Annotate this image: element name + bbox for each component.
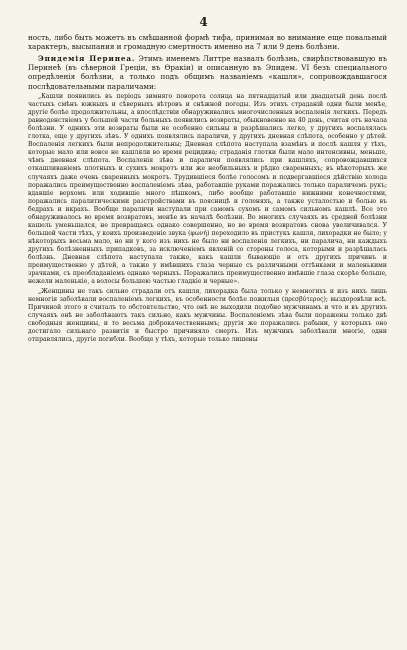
quote-paragraph-2: „Женщины не такъ сильно страдали отъ кашля, лихорадка была только у немногихъ и изъ нихъ лишь немногія заболѣвали воспаленіемъ легкихъ, въ особенности болѣе пожилыя (πρεσβύτερος); выздоровѣли всѣ. Причиной этого я считалъ то обстоятельство, что онѣ не выходили подобно мужчинамъ и что и въ другихъ случаяхъ онѣ не заболѣваютъ такъ сильно, какъ мужчины. Воспаленіемъ зѣва были поражены только двѣ свободныя женщины, и то весьма доброкачественнымъ; другія же поражались рабыни, у которыхъ оно достигало сильнаго развитія и быстро причиняло смерть. Изъ мужчинъ заболѣвали многіе, одни отправлялись, другіе погибли. Вообще у тѣхъ, которые только лишены [28,288,387,344]
section-title: Эпидемія Перинеа. [38,53,136,63]
quote-paragraph-1: „Кашли появились въ періодъ зимняго поворота солнца на пятнадцатый или двадцатый день послѣ частыхъ смѣнъ южныхъ и сѣверныхъ вѣтровъ и снѣжной погоды. Изъ этихъ страданій одни были менѣе, другіе болѣе продолжительны, а впослѣдствіи обнаруживались многочисленныя воспаленія легкихъ. Передъ равноденствіемъ у большей части больныхъ появились возвраты, обыкновенно на 40 день, считая отъ начала болѣзни. У однихъ эти возвраты были не особенно сильны и разрѣшались легко, у другихъ воспалялась глотка, еще у другихъ зѣвъ. У однихъ появлялись параличи, у другихъ дневная слѣпота, особенно у дѣтей. Воспаленія легкихъ были непродолжительны; Дневная слѣпота наступала взамѣнъ и послѣ кашля у тѣхъ, которые мало или вовсе не кашляли во время рецидива; страданія глотки были мало интенсивны, меньше, чѣмъ дневная слѣпота. Воспаленія зѣва и параличи появлялись при кашляхъ, сопровождавшихся откашливаніемъ плотныхъ и сухихъ мокротъ или же необильныхъ и рѣдко сваренныхъ; въ нѣкоторыхъ же случаяхъ даже очень сваренныхъ мокротъ. Трудившіеся болѣе голосомъ и подвергавшіеся дѣйствію холода поражались преимущественно воспаленіемъ зѣва, работавшіе руками поражались только параличемъ рукъ; вдавшіе верхомъ или ходившіе много пѣшкомъ, либо вообще работавшіе нижними конечностями, поражались паралитическими разстройствами въ поясницѣ и голеняхъ, а также усталостью и болью въ бедрахъ и икрахъ. Вообще параличи наступали при самомъ сухомъ и самомъ сильномъ кашлѣ. Все это обнаруживалось во время возвратовъ, менѣе въ началѣ болѣзни. Во многихъ случаяхъ въ средней болѣзни кашель уменьшался, не превращаясь однако совершенно, но во время возвратовъ снова увеличивался. У большей части тѣхъ, у коихъ произведеніе звука (φωνή) переходило въ пристукъ кашля, лихорадки не было; у нѣкоторыхъ весьма мало, но ни у кого изъ нихъ не было ни воспаленія легкихъ, ни паралича, ни каждыхъ другихъ болѣзненныхъ припадковъ, за исключеніемъ явленій со стороны голоса, которыми и разрѣшалась болѣзнь. Дневная слѣпота наступала также, какъ кашли бывающіе и отъ другихъ причинъ и преимущественно у дѣтей, а также у имѣвшихъ глаза черные съ различными оттѣнками и маленькими зрачками, съ преобладаніемъ однако черныхъ. Поражались преимущественно имѣвшіе глаза скорѣе больше, нежели маленькіе, а волосы большею частью гладкіе и черные». [28,93,387,286]
section-paragraph [28,54,387,91]
page-body [28,33,387,345]
page-number: 4 [199,15,208,29]
intro-paragraph: ность, либо быть можетъ въ смѣшанной формѣ тифа, принимая во внимание еще повальный характеръ, высыпания и громадную смертность именно на 7 или 9 день болѣзни. [28,33,387,52]
section-text: Этимъ именемъ Литтре назвалъ болѣзнь, свирѣпствовавшую въ Перинеѣ (въ сѣверной Греціи, въ Ѳракіи) и описанную въ Эпидем. VI безъ специального опредѣленія болѣзни, а только подъ общимъ названіемъ «кашля», сопровождавшагося послѣдовательными параличами: [28,53,387,91]
